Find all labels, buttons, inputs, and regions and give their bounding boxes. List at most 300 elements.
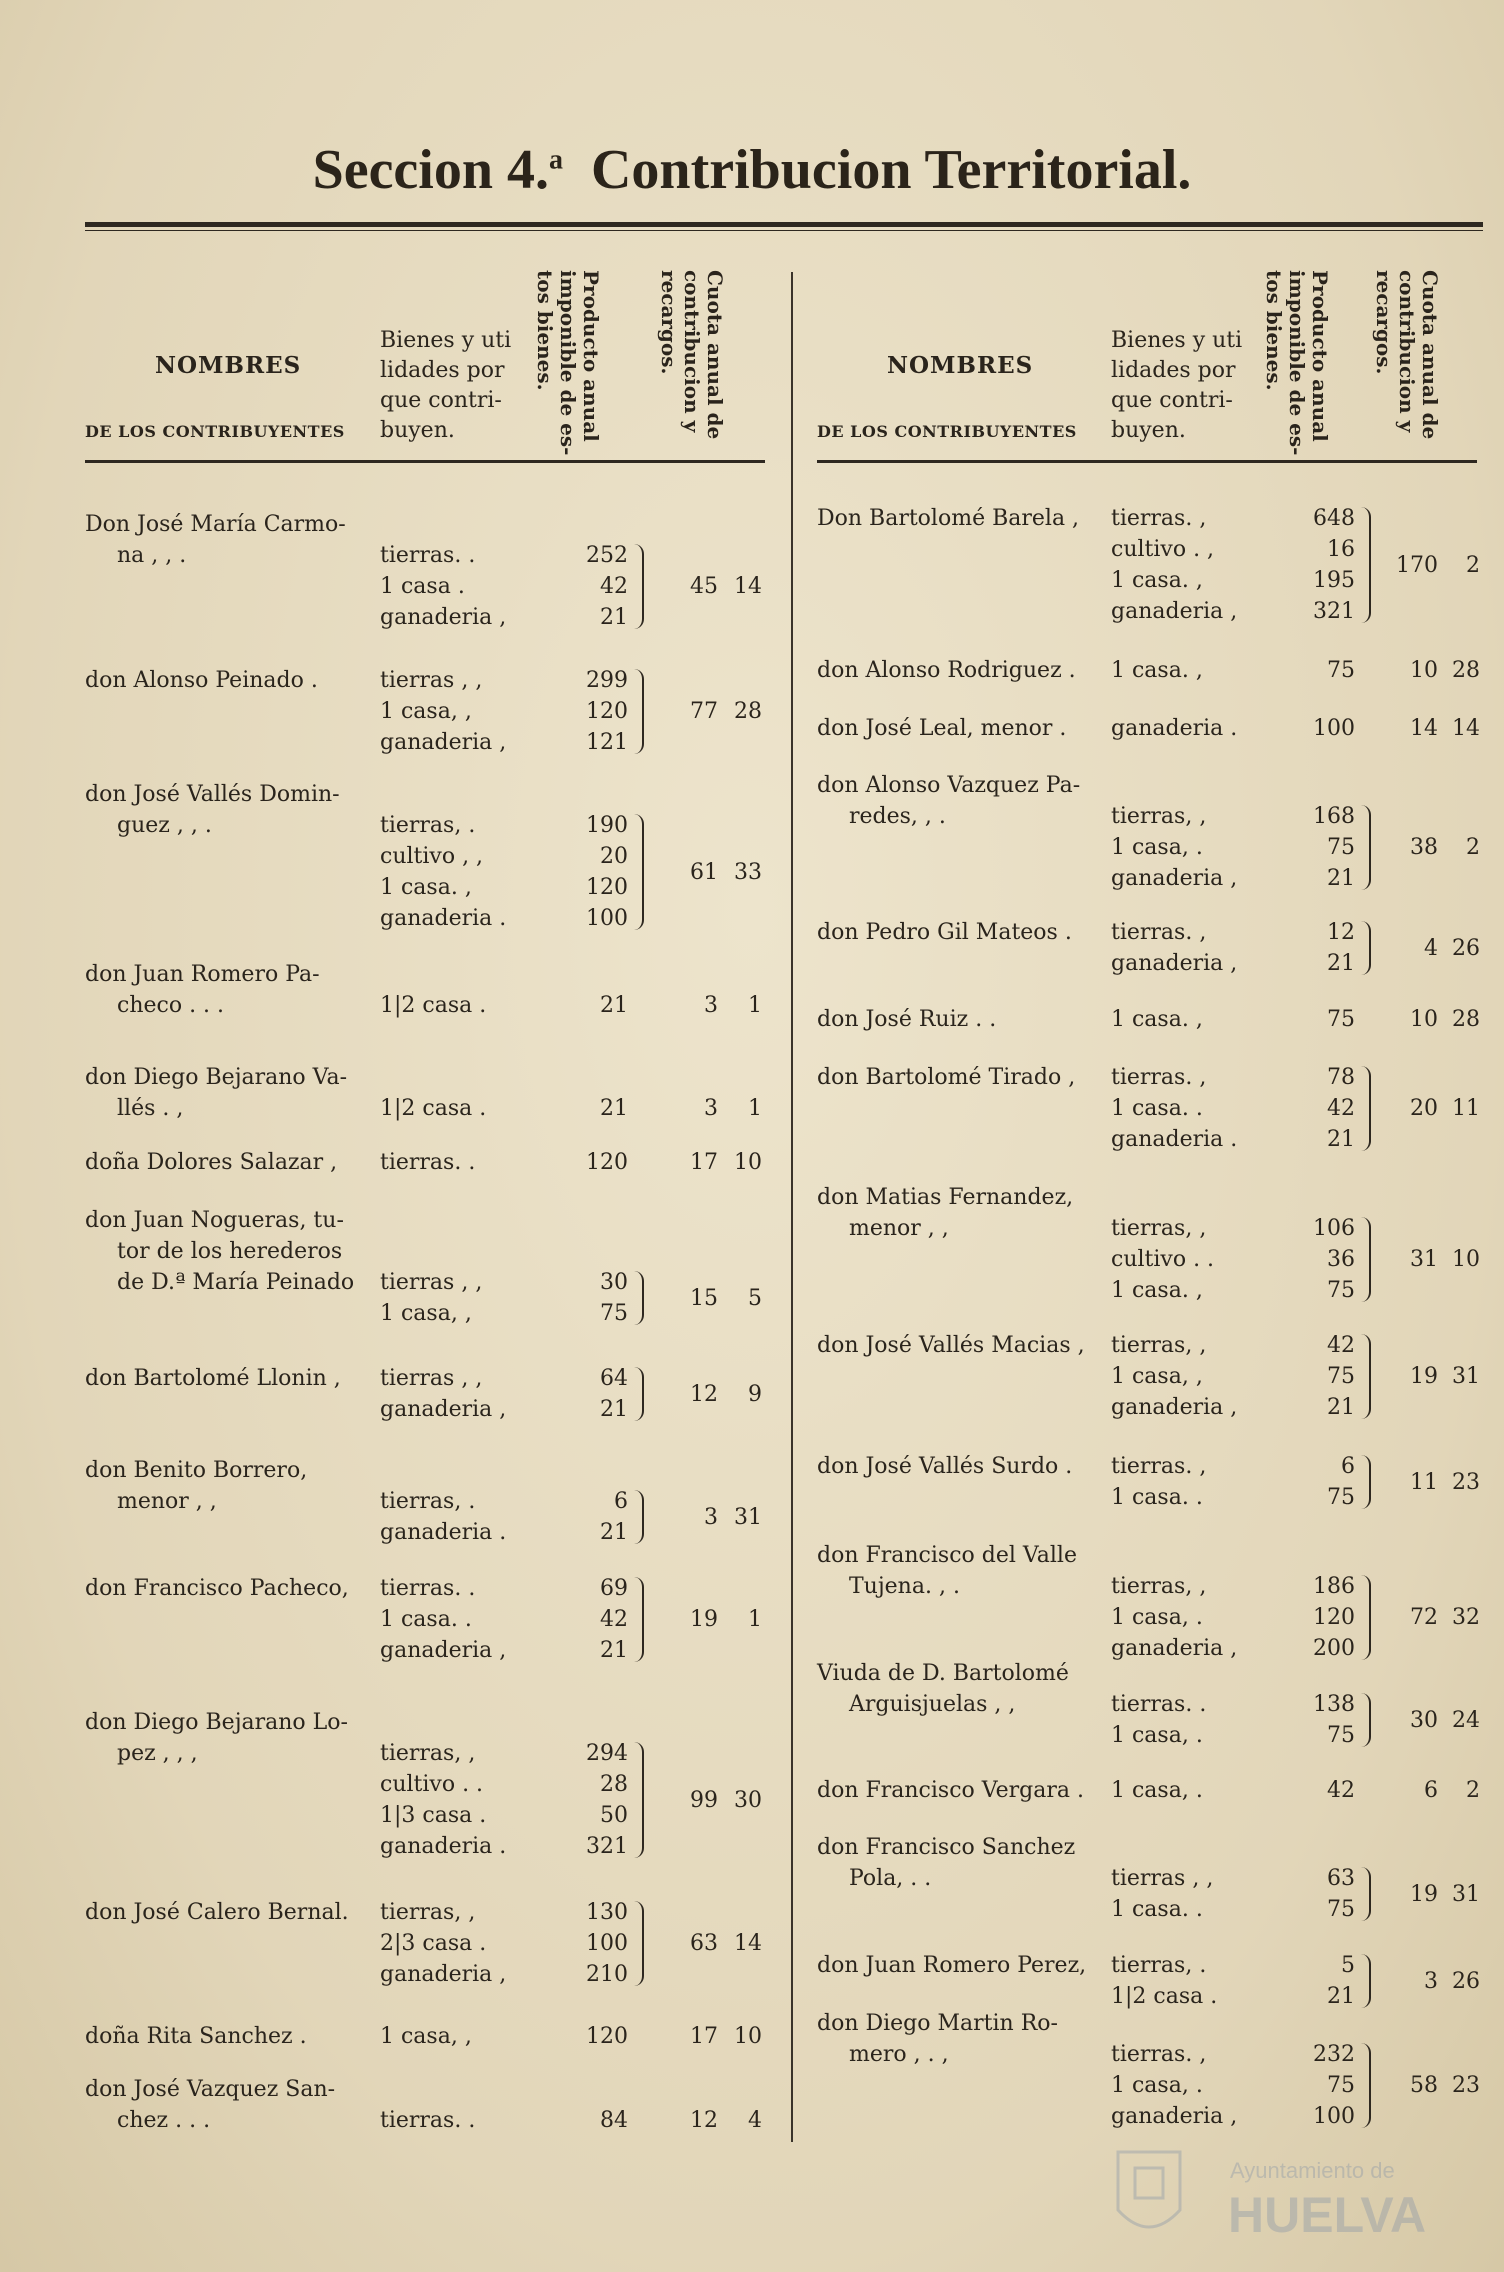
bienes-list	[1111, 1950, 1217, 2012]
contributor-name-line: Tujena. , .	[849, 1574, 960, 1599]
cuota-pesos: 15	[690, 1285, 718, 1311]
header-contribuyentes: DE LOS CONTRIBUYENTES	[85, 422, 345, 441]
contributor-name-line: don Matias Fernandez,	[817, 1185, 1074, 1210]
bienes-list	[380, 540, 506, 633]
producto-values	[1265, 1451, 1355, 1513]
cuota-pesos: 10	[1410, 1007, 1438, 1032]
cuota-reales: 10	[734, 2024, 762, 2049]
cuota-reales: 1	[748, 1096, 762, 1121]
header-producto-line: imponible de es-	[1285, 270, 1309, 456]
producto-values	[538, 990, 628, 1021]
producto-values	[1265, 1004, 1355, 1035]
cuota-pesos: 63	[690, 1931, 718, 1956]
bienes-item: 1 casa, .	[1111, 1723, 1203, 1748]
bienes-list	[380, 2105, 475, 2136]
cuota-reales: 31	[734, 1504, 762, 1530]
watermark-logo	[1100, 2140, 1460, 2250]
producto-value: 12	[1327, 920, 1355, 945]
cuota-pesos: 58	[1410, 2073, 1438, 2098]
bienes-item: 1 casa, .	[1111, 1605, 1203, 1630]
header-bienes	[1111, 326, 1242, 446]
cuota-reales: 14	[1452, 716, 1480, 741]
producto-value: 100	[1313, 716, 1355, 741]
cuota-reales: 23	[1452, 2073, 1480, 2098]
cuota-reales: 10	[734, 1150, 762, 1175]
producto-value: 21	[600, 993, 628, 1018]
group-brace	[1361, 805, 1371, 890]
cuota-pesos: 12	[690, 1381, 718, 1407]
cuota-reales: 26	[1452, 1968, 1480, 1994]
header-producto-line: Producto anual	[579, 270, 603, 442]
contributor-name	[85, 1707, 348, 1769]
contributor-name-line: Viuda de D. Bartolomé	[817, 1661, 1069, 1686]
bienes-item: ganaderia ,	[1111, 866, 1238, 891]
bienes-item: ganaderia ,	[380, 1397, 507, 1422]
contributor-name-line: menor , ,	[117, 1489, 217, 1514]
producto-value: 75	[1327, 658, 1355, 683]
header-producto	[1262, 270, 1331, 460]
bienes-list	[380, 1267, 482, 1329]
header-rule	[817, 460, 1477, 463]
title-sup: a	[548, 144, 563, 176]
producto-value: 6	[1341, 1454, 1355, 1479]
cuota-pesos: 77	[690, 699, 718, 724]
contributor-name-line: don José Vallés Surdo .	[817, 1454, 1073, 1479]
contributor-name	[817, 1004, 996, 1035]
contributor-name-line: guez , , .	[117, 813, 212, 838]
bienes-list	[380, 1363, 506, 1425]
producto-value: 106	[1313, 1216, 1355, 1241]
bienes-item: 1 casa. .	[1111, 1897, 1203, 1922]
column-separator	[791, 272, 793, 2142]
producto-value: 321	[586, 1834, 628, 1859]
contributor-name-line: doña Dolores Salazar ,	[85, 1150, 338, 1175]
bienes-item: 1 casa. ,	[380, 875, 472, 900]
contributor-name	[817, 1950, 1086, 1981]
header-bienes-line: que contri-	[380, 388, 502, 413]
cuota-reales: 11	[1452, 1096, 1480, 1121]
producto-value: 299	[586, 668, 628, 693]
group-brace	[634, 544, 644, 629]
contributor-name-line: Don Bartolomé Barela ,	[817, 506, 1080, 531]
contributor-name-line: Arguisjuelas , ,	[849, 1692, 1016, 1717]
producto-values	[1265, 917, 1355, 979]
cuota-pesos: 19	[1410, 1881, 1438, 1907]
contributor-name	[85, 1573, 349, 1604]
contributor-name-line: chez . . .	[117, 2108, 211, 2133]
contributor-name-line: tor de los herederos	[117, 1239, 343, 1264]
cuota-pesos: 31	[1410, 1247, 1438, 1272]
cuota-pesos: 30	[1410, 1707, 1438, 1733]
bienes-item: tierras. .	[380, 2108, 476, 2133]
cuota-reales: 30	[734, 1787, 762, 1813]
producto-value: 42	[600, 1607, 628, 1632]
producto-values	[538, 540, 628, 633]
producto-values	[1265, 1950, 1355, 2012]
producto-value: 100	[586, 906, 628, 931]
producto-value: 75	[1327, 1723, 1355, 1748]
contributor-name	[85, 779, 340, 841]
header-bienes-line: que contri-	[1111, 388, 1233, 413]
producto-value: 42	[1327, 1333, 1355, 1358]
bienes-item: tierras , ,	[380, 1270, 483, 1295]
bienes-list	[380, 1147, 475, 1178]
bienes-list	[1111, 1213, 1214, 1306]
producto-values	[538, 665, 628, 758]
producto-values	[1265, 713, 1355, 744]
producto-value: 20	[600, 844, 628, 869]
bienes-list	[380, 990, 486, 1021]
header-bienes	[380, 326, 511, 446]
contributor-name	[85, 1897, 349, 1928]
contributor-name-line: don José Vazquez San-	[85, 2077, 336, 2102]
bienes-list	[1111, 1689, 1206, 1751]
bienes-item: tierras. .	[380, 1576, 476, 1601]
header-bienes-line: lidades por	[380, 358, 505, 383]
bienes-item: 1|2 casa .	[380, 1096, 487, 1121]
producto-values	[1265, 655, 1355, 686]
contributor-name-line: doña Rita Sanchez .	[85, 2024, 307, 2049]
cuota-reales: 2	[1466, 552, 1480, 578]
bienes-item: tierras. ,	[1111, 1065, 1207, 1090]
producto-value: 21	[1327, 1395, 1355, 1420]
contributor-name	[817, 917, 1072, 948]
bienes-list	[380, 1738, 506, 1862]
bienes-list	[380, 810, 506, 934]
bienes-list	[1111, 1330, 1237, 1423]
contributor-name-line: Pola, . .	[849, 1866, 932, 1891]
bienes-item: tierras, ,	[380, 1741, 476, 1766]
contributor-name	[817, 1182, 1073, 1244]
cuota-pesos: 61	[690, 859, 718, 885]
producto-value: 120	[586, 1150, 628, 1175]
header-bienes-line: Bienes y uti	[380, 328, 512, 353]
contributor-name	[817, 1062, 1075, 1093]
producto-value: 75	[1327, 835, 1355, 860]
contributor-name-line: don Francisco Sanchez	[817, 1835, 1076, 1860]
cuota-pesos: 72	[1410, 1605, 1438, 1630]
bienes-list	[380, 2021, 472, 2052]
producto-value: 64	[600, 1366, 628, 1391]
bienes-item: ganaderia .	[380, 1834, 507, 1859]
producto-value: 648	[1313, 506, 1355, 531]
cuota-pesos: 11	[1410, 1469, 1438, 1495]
group-brace	[634, 1742, 644, 1858]
bienes-item: 1 casa, ,	[380, 699, 472, 724]
contributor-name-line: llés . ,	[117, 1096, 184, 1121]
bienes-list	[1111, 1863, 1213, 1925]
cuota-reales: 2	[1466, 1778, 1480, 1803]
cuota-pesos: 4	[1424, 935, 1438, 961]
bienes-item: tierras. .	[380, 1150, 476, 1175]
header-bienes-line: Bienes y uti	[1111, 328, 1243, 353]
cuota-pesos: 20	[1410, 1096, 1438, 1121]
producto-value: 120	[586, 699, 628, 724]
contributor-name-line: don José Vallés Macias ,	[817, 1333, 1085, 1358]
bienes-list	[380, 665, 506, 758]
contributor-name	[85, 509, 346, 571]
producto-value: 21	[1327, 866, 1355, 891]
producto-value: 75	[1327, 1007, 1355, 1032]
bienes-item: tierras, ,	[1111, 1574, 1207, 1599]
producto-values	[538, 1363, 628, 1425]
bienes-item: 1 casa. ,	[1111, 658, 1203, 683]
header-cuota-line: Cuota anual de	[703, 270, 727, 440]
producto-values	[1265, 1213, 1355, 1306]
bienes-item: ganaderia .	[380, 1520, 507, 1545]
producto-value: 75	[1327, 1278, 1355, 1303]
header-bienes-line: lidades por	[1111, 358, 1236, 383]
cuota-reales: 14	[734, 1931, 762, 1956]
title-rule-thin	[85, 230, 1483, 231]
bienes-item: ganaderia ,	[380, 605, 507, 630]
producto-value: 75	[1327, 1485, 1355, 1510]
bienes-item: ganaderia ,	[1111, 951, 1238, 976]
contributor-name-line: don Diego Martin Ro-	[817, 2011, 1058, 2036]
header-producto-line: imponible de es-	[556, 270, 580, 456]
header-bienes-line: buyen.	[1111, 418, 1186, 443]
contributor-name	[85, 2074, 335, 2136]
header-cuota-line: contribucion y	[680, 270, 704, 433]
producto-values	[1265, 1330, 1355, 1423]
bienes-list	[380, 1093, 486, 1124]
producto-value: 232	[1313, 2042, 1355, 2067]
cuota-pesos: 17	[690, 2024, 718, 2049]
bienes-item: 1 casa, ,	[1111, 1364, 1203, 1389]
producto-values	[538, 1147, 628, 1178]
contributor-name	[817, 1832, 1075, 1894]
bienes-item: ganaderia ,	[380, 730, 507, 755]
left-table-header	[85, 270, 775, 466]
producto-value: 120	[586, 875, 628, 900]
contributor-name-line: don Francisco Vergara .	[817, 1778, 1084, 1803]
cuota-pesos: 3	[704, 1504, 718, 1530]
header-producto	[533, 270, 602, 460]
cuota-pesos: 170	[1396, 552, 1438, 578]
group-brace	[1361, 1334, 1371, 1419]
contributor-name-line: don José Calero Bernal.	[85, 1900, 349, 1925]
cuota-reales: 24	[1452, 1707, 1480, 1733]
contributor-name	[817, 503, 1079, 534]
cuota-reales: 28	[1452, 658, 1480, 683]
header-rule	[85, 460, 765, 463]
cuota-pesos: 10	[1410, 658, 1438, 683]
producto-value: 168	[1313, 804, 1355, 829]
bienes-item: tierras , ,	[1111, 1866, 1214, 1891]
producto-values	[538, 1738, 628, 1862]
cuota-pesos: 3	[1424, 1968, 1438, 1994]
bienes-item: tierras. .	[1111, 1692, 1207, 1717]
contributor-name-line: don Juan Romero Pa-	[85, 962, 320, 987]
bienes-item: cultivo . .	[1111, 1247, 1215, 1272]
bienes-item: tierras. ,	[1111, 506, 1207, 531]
producto-value: 120	[1313, 1605, 1355, 1630]
producto-values	[538, 1267, 628, 1329]
group-brace	[1361, 1954, 1371, 2008]
producto-value: 121	[586, 730, 628, 755]
contributor-name	[817, 770, 1080, 832]
header-bienes-line: buyen.	[380, 418, 455, 443]
contributor-name-line: don Juan Romero Perez,	[817, 1953, 1087, 1978]
contributor-name	[85, 1062, 347, 1124]
cuota-reales: 31	[1452, 1881, 1480, 1907]
header-producto-line: tos bienes.	[1262, 270, 1286, 391]
cuota-pesos: 6	[1424, 1778, 1438, 1803]
contributor-name	[817, 1451, 1072, 1482]
bienes-item: tierras. ,	[1111, 2042, 1207, 2067]
contributor-name	[85, 1205, 354, 1298]
contributor-name	[817, 1540, 1077, 1602]
producto-value: 36	[1327, 1247, 1355, 1272]
bienes-list	[1111, 1004, 1203, 1035]
cuota-pesos: 17	[690, 1150, 718, 1175]
producto-value: 130	[586, 1900, 628, 1925]
group-brace	[634, 814, 644, 930]
bienes-item: 1 casa. .	[1111, 1485, 1203, 1510]
producto-value: 42	[600, 574, 628, 599]
contributor-name-line: Don José María Carmo-	[85, 512, 346, 537]
contributor-name	[85, 665, 318, 696]
bienes-item: ganaderia ,	[1111, 599, 1238, 624]
bienes-item: 1 casa, .	[1111, 2073, 1203, 2098]
group-brace	[1361, 1217, 1371, 1302]
bienes-item: tierras. .	[380, 543, 476, 568]
bienes-list	[380, 1897, 506, 1990]
bienes-item: 1 casa. ,	[1111, 1007, 1203, 1032]
cuota-reales: 33	[734, 859, 762, 885]
contributor-name-line: don Alonso Peinado .	[85, 668, 318, 693]
group-brace	[1361, 1066, 1371, 1151]
producto-value: 30	[600, 1270, 628, 1295]
producto-value: 69	[600, 1576, 628, 1601]
producto-values	[1265, 2039, 1355, 2132]
producto-values	[538, 810, 628, 934]
header-producto-line: tos bienes.	[533, 270, 557, 391]
group-brace	[634, 1271, 644, 1325]
bienes-list	[1111, 1571, 1237, 1664]
contributor-name-line: de D.ª María Peinado	[117, 1270, 355, 1295]
producto-value: 138	[1313, 1692, 1355, 1717]
bienes-item: tierras, ,	[1111, 1333, 1207, 1358]
contributor-name	[817, 1330, 1085, 1361]
contributor-name-line: redes, , .	[849, 804, 946, 829]
bienes-item: ganaderia ,	[1111, 1636, 1238, 1661]
cuota-pesos: 3	[704, 1096, 718, 1121]
bienes-list	[1111, 801, 1237, 894]
bienes-item: 1 casa. ,	[1111, 568, 1203, 593]
bienes-item: tierras , ,	[380, 668, 483, 693]
group-brace	[1361, 1693, 1371, 1747]
producto-value: 50	[600, 1803, 628, 1828]
header-cuota-line: Cuota anual de	[1418, 270, 1442, 440]
header-producto-line: Producto anual	[1308, 270, 1332, 442]
group-brace	[1361, 921, 1371, 975]
contributor-name	[85, 2021, 307, 2052]
cuota-reales: 31	[1452, 1364, 1480, 1389]
bienes-item: ganaderia ,	[1111, 2104, 1238, 2129]
bienes-item: 1 casa, ,	[380, 1301, 472, 1326]
bienes-item: 1 casa .	[380, 574, 465, 599]
contributor-name-line: don Francisco Pacheco,	[85, 1576, 349, 1601]
bienes-item: cultivo . ,	[1111, 537, 1215, 562]
bienes-item: cultivo . .	[380, 1772, 484, 1797]
producto-value: 78	[1327, 1065, 1355, 1090]
contributor-name	[85, 1363, 341, 1394]
producto-value: 294	[586, 1741, 628, 1766]
contributor-name-line: pez , , ,	[117, 1741, 198, 1766]
cuota-pesos: 19	[1410, 1364, 1438, 1389]
bienes-list	[1111, 713, 1237, 744]
shield-icon	[1118, 2152, 1180, 2227]
contributor-name-line: don José Vallés Domin-	[85, 782, 340, 807]
header-cuota-line: contribucion y	[1395, 270, 1419, 433]
bienes-item: ganaderia ,	[380, 1962, 507, 1987]
producto-value: 21	[600, 605, 628, 630]
bienes-list	[1111, 917, 1237, 979]
cuota-reales: 1	[748, 993, 762, 1018]
bienes-item: tierras, .	[380, 813, 476, 838]
bienes-item: tierras, ,	[1111, 804, 1207, 829]
contributor-name-line: don Diego Bejarano Lo-	[85, 1710, 348, 1735]
contributor-name-line: don Benito Borrero,	[85, 1458, 308, 1483]
producto-value: 120	[586, 2024, 628, 2049]
contributor-name-line: don Diego Bejarano Va-	[85, 1065, 348, 1090]
producto-value: 16	[1327, 537, 1355, 562]
producto-value: 200	[1313, 1636, 1355, 1661]
contributor-name-line: don Bartolomé Tirado ,	[817, 1065, 1076, 1090]
contributor-name-line: na , , .	[117, 543, 187, 568]
bienes-item: cultivo , ,	[380, 844, 484, 869]
bienes-list	[380, 1486, 506, 1548]
bienes-item: ganaderia .	[1111, 1127, 1238, 1152]
producto-value: 75	[600, 1301, 628, 1326]
header-nombres: NOMBRES	[887, 352, 1034, 379]
producto-value: 21	[600, 1520, 628, 1545]
bienes-item: 1|2 casa .	[1111, 1984, 1218, 2009]
producto-value: 195	[1313, 568, 1355, 593]
producto-value: 21	[1327, 951, 1355, 976]
cuota-reales: 4	[748, 2108, 762, 2133]
producto-value: 321	[1313, 599, 1355, 624]
bienes-item: 1 casa, ,	[380, 2024, 472, 2049]
contributor-name-line: don José Leal, menor .	[817, 716, 1067, 741]
bienes-item: ganaderia .	[380, 906, 507, 931]
contributor-name	[85, 1147, 337, 1178]
bienes-list	[380, 1573, 506, 1666]
cuota-reales: 28	[1452, 1007, 1480, 1032]
producto-value: 84	[600, 2108, 628, 2133]
producto-value: 100	[586, 1931, 628, 1956]
contributor-name-line: don Alonso Rodriguez .	[817, 658, 1076, 683]
cuota-reales: 32	[1452, 1605, 1480, 1630]
cuota-pesos: 19	[690, 1607, 718, 1632]
producto-value: 42	[1327, 1096, 1355, 1121]
bienes-list	[1111, 2039, 1237, 2132]
bienes-item: tierras, ,	[380, 1900, 476, 1925]
cuota-reales: 28	[734, 699, 762, 724]
page-title	[0, 138, 1504, 202]
header-cuota	[657, 270, 726, 460]
contributor-name-line: don José Ruiz . .	[817, 1007, 997, 1032]
bienes-item: tierras , ,	[380, 1366, 483, 1391]
watermark-line1: Ayuntamiento de	[1230, 2158, 1395, 2183]
producto-values	[538, 1486, 628, 1548]
contributor-name	[85, 1455, 307, 1517]
producto-value: 42	[1327, 1778, 1355, 1803]
producto-value: 21	[600, 1096, 628, 1121]
producto-values	[1265, 1775, 1355, 1806]
producto-value: 190	[586, 813, 628, 838]
